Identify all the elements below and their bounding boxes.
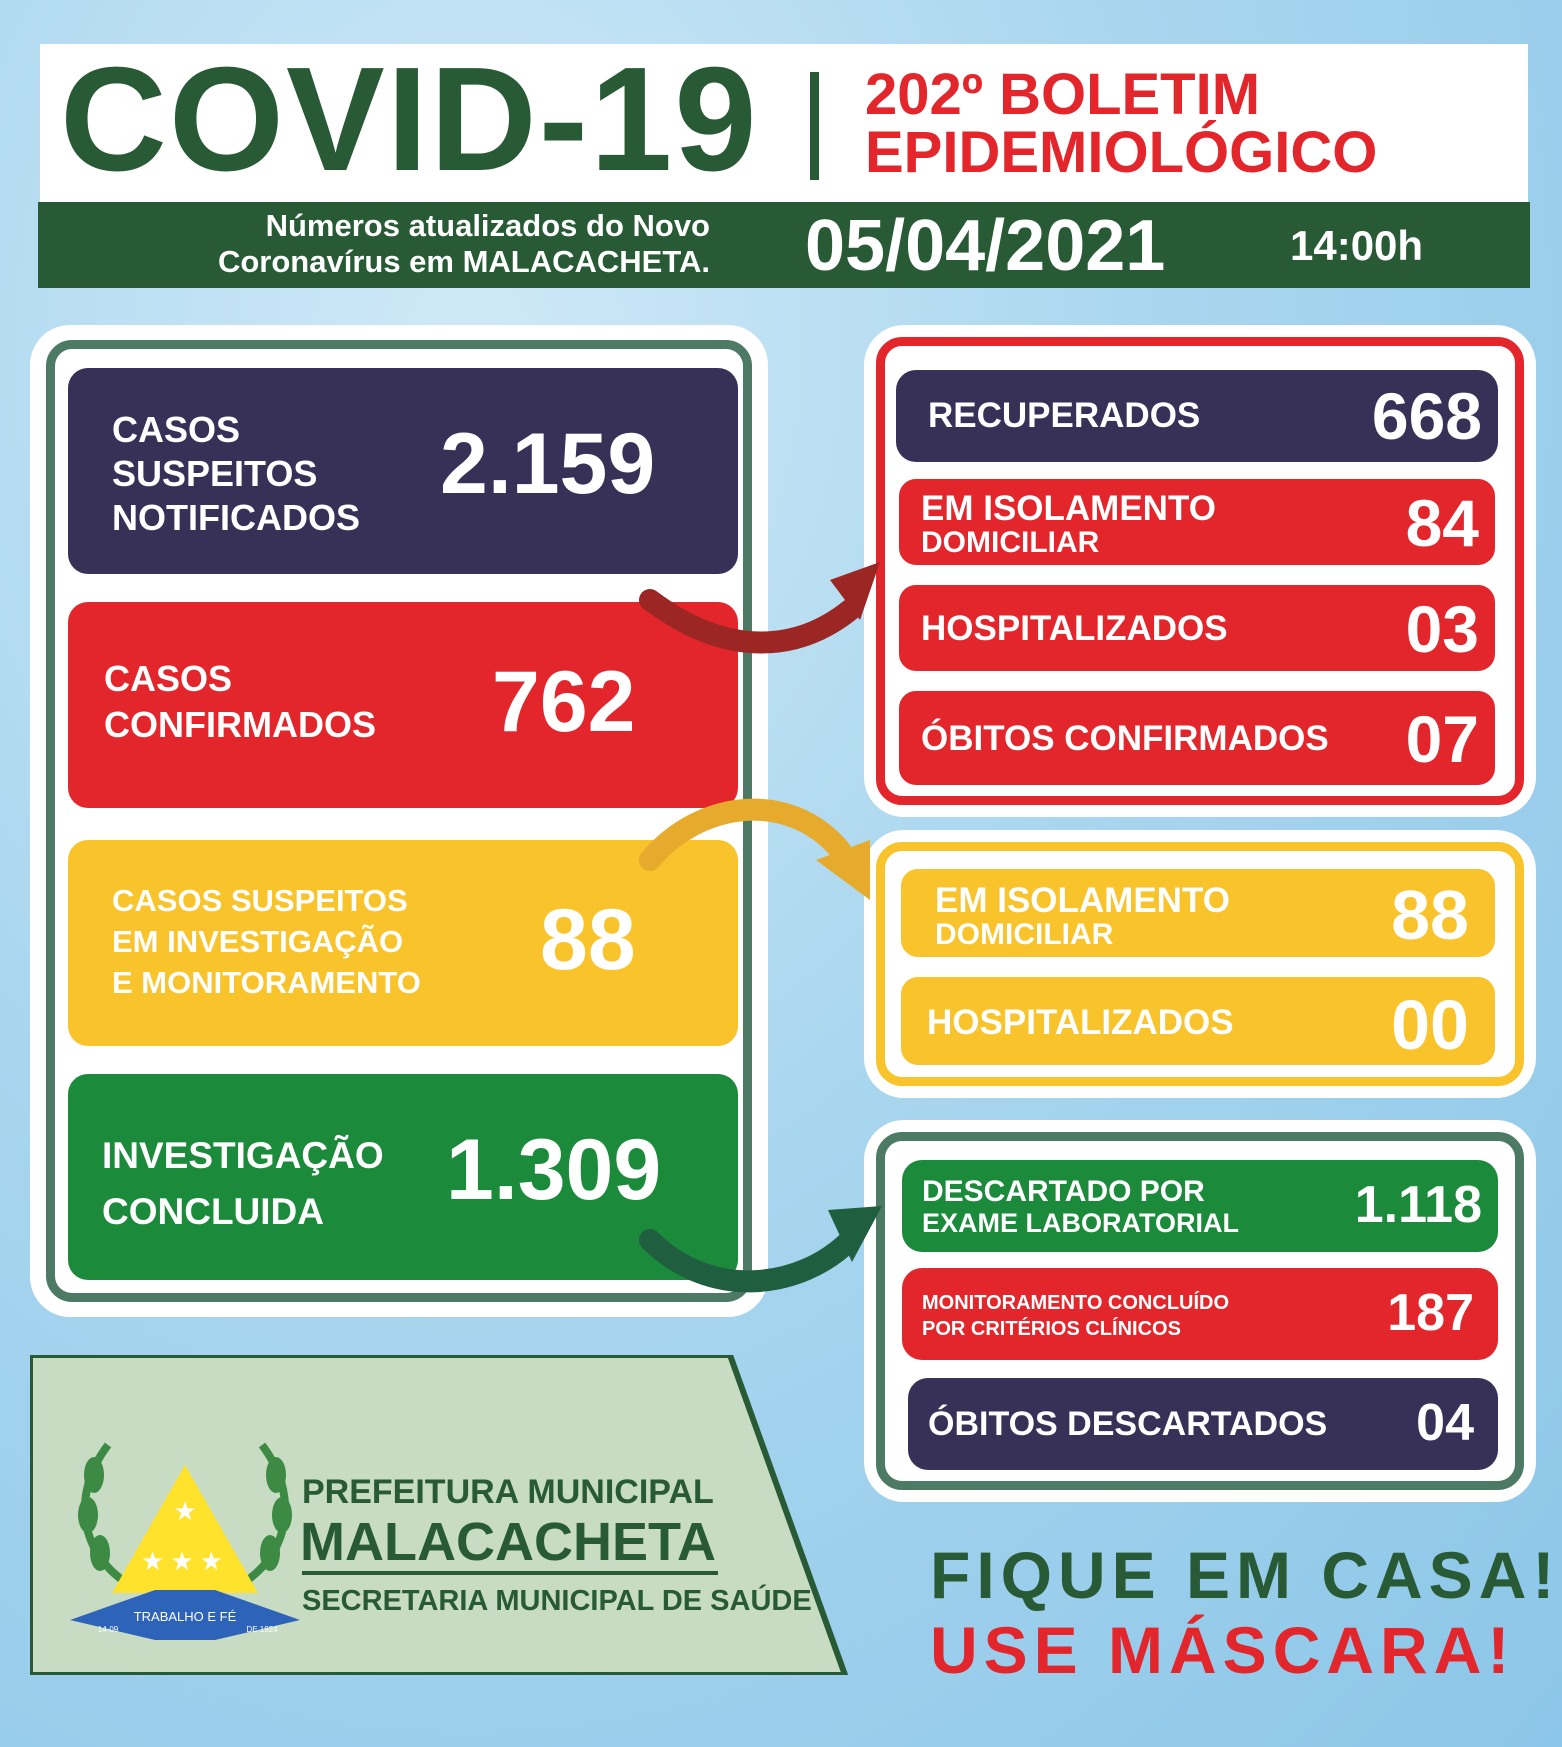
card-label-line: INVESTIGAÇÃO <box>102 1135 384 1176</box>
bulletin-type: EPIDEMIOLÓGICO <box>865 120 1378 185</box>
row-value: 00 <box>1391 986 1469 1064</box>
card-value: 88 <box>540 892 636 988</box>
row-discarded-lab <box>902 1160 1498 1252</box>
arrow-investigation-head <box>816 840 870 900</box>
row-value: 668 <box>1371 379 1482 453</box>
row-value: 187 <box>1387 1284 1474 1342</box>
row-value: 07 <box>1405 702 1479 776</box>
row-investigation-hospitalized <box>898 974 1498 1068</box>
emblem-date-left: 14-09 <box>97 1625 119 1634</box>
card-value: 2.159 <box>440 416 656 512</box>
row-value: 84 <box>1405 486 1479 560</box>
card-investigation-concluded <box>68 1074 738 1280</box>
row-label: HOSPITALIZADOS <box>927 1003 1234 1042</box>
row-value: 88 <box>1391 876 1469 954</box>
card-label-line: CASOS SUSPEITOS <box>112 883 408 918</box>
row-confirmed-deaths <box>896 688 1498 788</box>
subtitle-line-1: Números atualizados do Novo <box>265 208 710 243</box>
star-icon: ★ <box>173 1496 197 1526</box>
header-divider <box>810 72 819 180</box>
card-value: 762 <box>492 654 636 750</box>
card-label-line: SUSPEITOS <box>112 453 318 494</box>
row-label-line: POR CRITÉRIOS CLÍNICOS <box>922 1318 1181 1340</box>
row-label-line: EXAME LABORATORIAL <box>922 1208 1239 1238</box>
emblem-date-right: DE 1924 <box>246 1625 278 1634</box>
bulletin-number: 202º BOLETIM <box>865 62 1261 127</box>
row-label-line: EM ISOLAMENTO <box>935 881 1230 920</box>
row-label: ÓBITOS CONFIRMADOS <box>921 719 1329 758</box>
subtitle <box>70 208 710 284</box>
page-title: COVID-19 <box>60 37 759 202</box>
org-line-3: SECRETARIA MUNICIPAL DE SAÚDE <box>302 1585 812 1617</box>
row-value: 04 <box>1416 1394 1474 1452</box>
card-label-line: CONFIRMADOS <box>104 704 376 745</box>
row-discarded-deaths <box>908 1378 1498 1470</box>
subtitle-line-2: Coronavírus em MALACACHETA. <box>217 244 710 279</box>
row-clinical-monitoring <box>902 1268 1498 1360</box>
row-recovered <box>896 370 1498 462</box>
row-label-line: EM ISOLAMENTO <box>921 489 1216 528</box>
card-label-line: CONCLUIDA <box>102 1191 324 1232</box>
bulletin-time: 14:00h <box>1290 222 1424 269</box>
row-value: 03 <box>1405 592 1479 666</box>
card-label-line: CASOS <box>104 658 233 699</box>
card-label-line: CASOS <box>112 409 241 450</box>
prefecture-panel <box>30 1355 850 1675</box>
row-value: 1.118 <box>1354 1176 1482 1234</box>
card-label-line: E MONITORAMENTO <box>112 965 421 1000</box>
row-home-isolation <box>896 476 1498 568</box>
row-label: HOSPITALIZADOS <box>921 609 1228 648</box>
card-suspected-notified <box>68 368 738 574</box>
row-label-line: DOMICILIAR <box>935 918 1114 951</box>
star-icon: ★★★ <box>141 1546 229 1576</box>
row-label-line: DESCARTADO POR <box>922 1175 1205 1208</box>
org-line-2: MALACACHETA <box>300 1512 716 1572</box>
row-label-line: DOMICILIAR <box>921 526 1100 559</box>
slogan-stay-home: FIQUE EM CASA! <box>930 1538 1561 1612</box>
row-label: RECUPERADOS <box>928 396 1201 435</box>
card-label-line: EM INVESTIGAÇÃO <box>112 924 404 959</box>
row-investigation-isolation <box>898 866 1498 960</box>
card-value: 1.309 <box>446 1122 662 1218</box>
bulletin-date: 05/04/2021 <box>805 206 1166 286</box>
emblem-motto: TRABALHO E FÉ <box>133 1609 237 1624</box>
slogan-wear-mask: USE MÁSCARA! <box>930 1613 1516 1687</box>
row-hospitalized <box>896 582 1498 674</box>
card-under-investigation <box>68 840 738 1046</box>
row-label: ÓBITOS DESCARTADOS <box>928 1405 1328 1443</box>
card-label-line: NOTIFICADOS <box>112 497 360 538</box>
row-label-line: MONITORAMENTO CONCLUÍDO <box>922 1292 1230 1314</box>
org-line-1: PREFEITURA MUNICIPAL <box>302 1473 714 1511</box>
card-confirmed <box>68 602 738 808</box>
